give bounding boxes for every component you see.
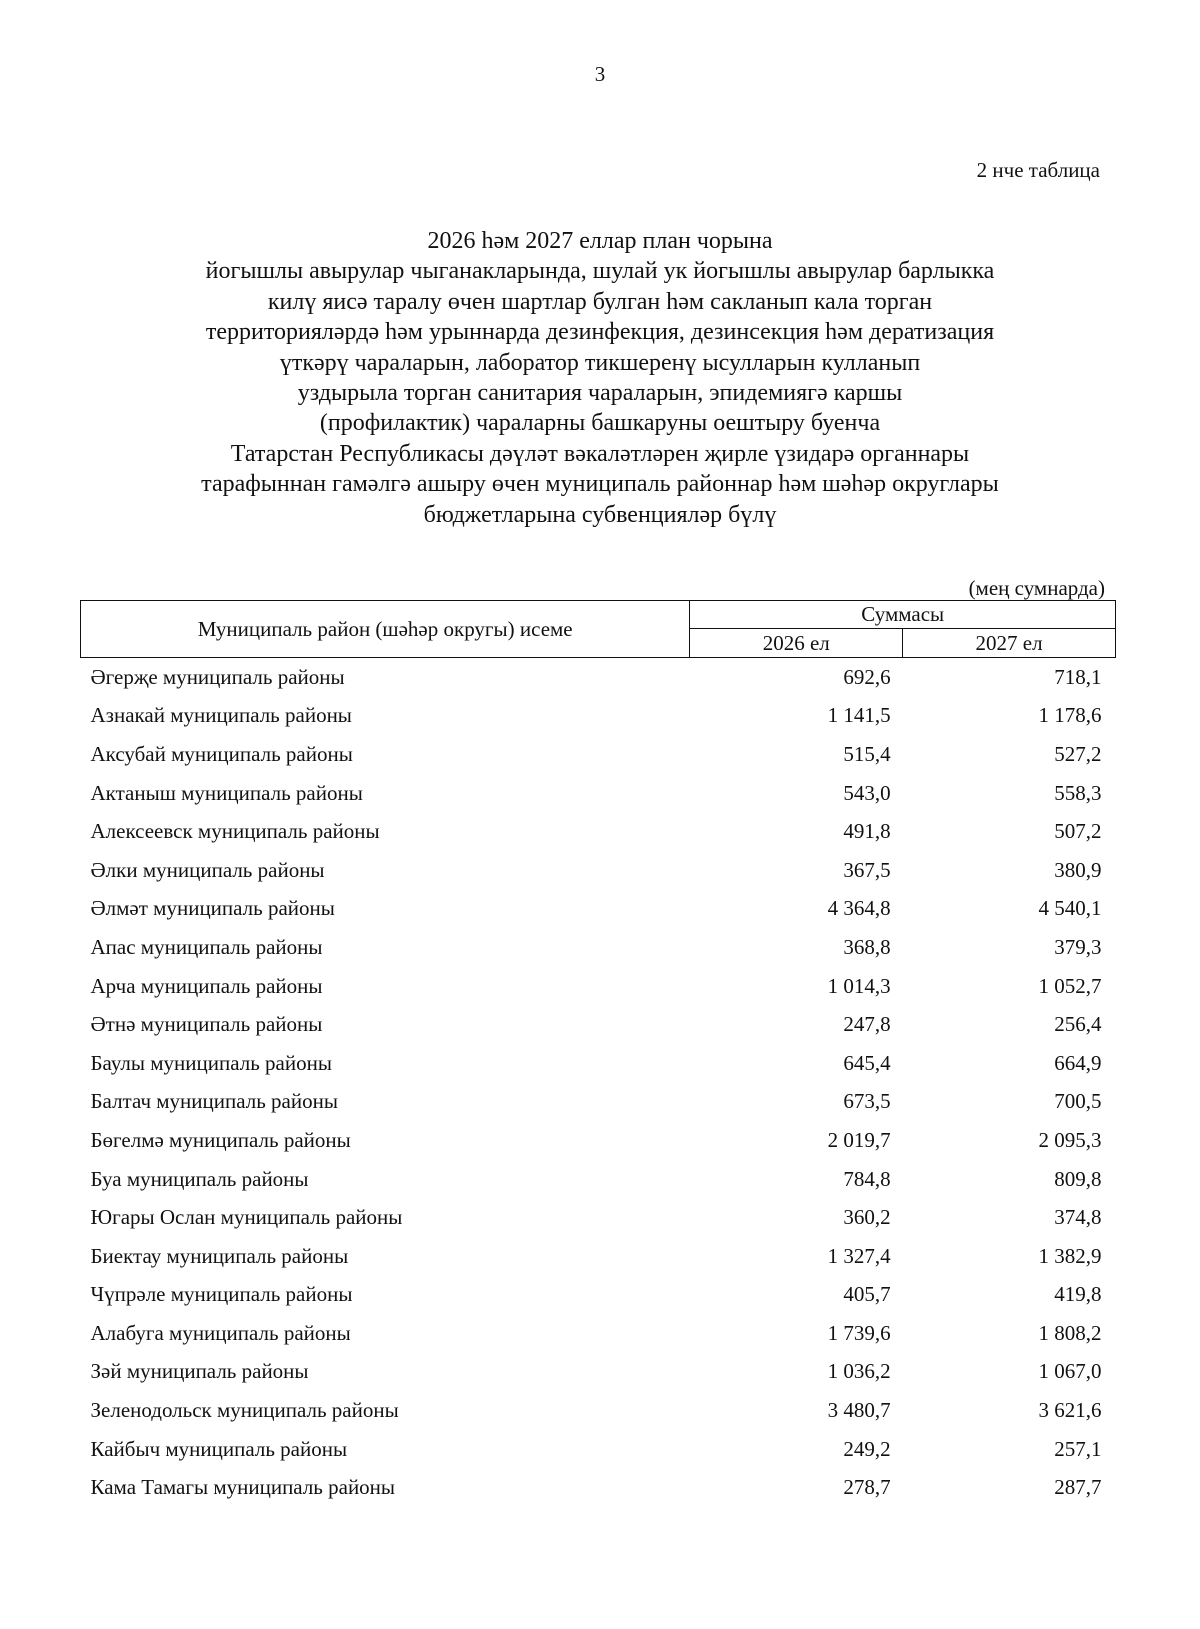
table-row [81, 735, 1116, 774]
title-line: тарафыннан гамәлгә ашыру өчен муниципаль районнар һәм шәһәр округлары [201, 471, 999, 498]
row-value-2026: 247,8 [843, 1012, 891, 1037]
table-row [81, 1468, 1116, 1507]
header-2027: 2027 ел [903, 629, 1116, 658]
row-value-2027: 809,8 [1054, 1166, 1102, 1191]
row-municipality-name: Бөгелмә муниципаль районы [90, 1127, 351, 1152]
row-value-2026: 1 327,4 [827, 1243, 891, 1268]
table-row [81, 1237, 1116, 1276]
table-row [81, 1198, 1116, 1237]
row-value-2027: 287,7 [1054, 1475, 1102, 1500]
row-municipality-name: Чүпрәле муниципаль районы [90, 1282, 353, 1307]
row-value-2026: 367,5 [843, 857, 891, 882]
row-value-2026: 1 036,2 [827, 1359, 891, 1384]
row-municipality-name: Актаныш муниципаль районы [90, 780, 363, 805]
row-municipality-name: Югары Ослан муниципаль районы [90, 1205, 403, 1230]
row-value-2026: 543,0 [843, 780, 891, 805]
table-row [81, 890, 1116, 929]
row-municipality-name: Арча муниципаль районы [90, 973, 323, 998]
table-row [81, 1044, 1116, 1083]
title-line: бюджетларына субвенцияләр бүлү [423, 501, 777, 528]
row-municipality-name: Әгерҗе муниципаль районы [90, 664, 345, 689]
table-header [81, 601, 1116, 658]
row-value-2026: 360,2 [843, 1205, 891, 1230]
table-row [81, 1005, 1116, 1044]
table-row [81, 1121, 1116, 1160]
header-name: Муниципаль район (шәһәр округы) исеме [81, 601, 690, 658]
row-value-2027: 256,4 [1054, 1012, 1102, 1037]
row-value-2026: 278,7 [843, 1475, 891, 1500]
row-value-2027: 1 052,7 [1038, 973, 1102, 998]
table-row [81, 774, 1116, 813]
row-value-2026: 405,7 [843, 1282, 891, 1307]
row-value-2027: 527,2 [1054, 741, 1102, 766]
row-municipality-name: Апас муниципаль районы [90, 934, 323, 959]
row-value-2026: 1 739,6 [827, 1320, 891, 1345]
row-municipality-name: Кайбыч муниципаль районы [90, 1436, 348, 1461]
title-line: уздырыла торган санитария чараларын, эпидемиягә каршы [297, 380, 903, 407]
table-row [81, 1391, 1116, 1430]
row-value-2027: 1 808,2 [1038, 1320, 1102, 1345]
table-row [81, 967, 1116, 1006]
row-municipality-name: Әлки муниципаль районы [90, 857, 325, 882]
page-number: 3 [594, 62, 606, 86]
row-value-2027: 558,3 [1054, 780, 1102, 805]
row-value-2026: 645,4 [843, 1050, 891, 1075]
row-value-2026: 368,8 [843, 934, 891, 959]
table-row [81, 697, 1116, 736]
row-value-2027: 664,9 [1054, 1050, 1102, 1075]
row-value-2027: 379,3 [1054, 934, 1102, 959]
title-line: үткәрү чараларын, лаборатор тикшеренү ысулларын кулланып [279, 349, 921, 376]
title-line: килү яисә таралу өчен шартлар булган һәм сакланып кала торган [267, 288, 933, 315]
row-value-2026: 784,8 [843, 1166, 891, 1191]
row-municipality-name: Биектау муниципаль районы [90, 1243, 349, 1268]
header-sum: Суммасы [690, 601, 1116, 629]
row-value-2027: 374,8 [1054, 1205, 1102, 1230]
row-municipality-name: Зәй муниципаль районы [90, 1359, 309, 1384]
table-row [81, 658, 1116, 697]
table-row [81, 1083, 1116, 1122]
table-row [81, 1430, 1116, 1469]
row-value-2026: 491,8 [843, 819, 891, 844]
row-municipality-name: Зеленодольск муниципаль районы [90, 1398, 399, 1423]
row-value-2026: 1 014,3 [827, 973, 891, 998]
row-value-2027: 2 095,3 [1038, 1127, 1102, 1152]
title-line: территорияләрдә һәм урыннарда дезинфекция, дезинсекция һәм дератизация [205, 319, 995, 346]
row-value-2026: 673,5 [843, 1089, 891, 1114]
row-municipality-name: Алексеевск муниципаль районы [90, 819, 380, 844]
row-value-2027: 1 178,6 [1038, 703, 1102, 728]
row-municipality-name: Әтнә муниципаль районы [90, 1012, 323, 1037]
row-value-2026: 692,6 [843, 664, 891, 689]
row-value-2027: 1 067,0 [1038, 1359, 1102, 1384]
row-value-2027: 257,1 [1054, 1436, 1102, 1461]
table-row [81, 812, 1116, 851]
document-title [80, 226, 1120, 530]
row-municipality-name: Буа муниципаль районы [90, 1166, 309, 1191]
table-body [81, 658, 1116, 1508]
table-row [81, 1160, 1116, 1199]
row-value-2026: 1 141,5 [827, 703, 891, 728]
row-value-2027: 718,1 [1054, 664, 1102, 689]
row-value-2026: 3 480,7 [827, 1398, 891, 1423]
subvention-table [80, 600, 1116, 1507]
table-row [81, 1353, 1116, 1392]
title-line: 2026 һәм 2027 еллар план чорына [427, 228, 773, 254]
title-line: Татарстан Республикасы дәүләт вәкаләтләрен җирле үзидарә органнары [230, 440, 970, 467]
row-value-2027: 380,9 [1054, 857, 1102, 882]
row-value-2026: 4 364,8 [827, 896, 891, 921]
row-value-2027: 4 540,1 [1038, 896, 1102, 921]
row-municipality-name: Баулы муниципаль районы [90, 1050, 332, 1075]
row-value-2026: 249,2 [843, 1436, 891, 1461]
table-row [81, 1314, 1116, 1353]
row-value-2026: 2 019,7 [827, 1127, 891, 1152]
row-value-2027: 700,5 [1054, 1089, 1102, 1114]
row-municipality-name: Кама Тамагы муниципаль районы [90, 1475, 396, 1500]
row-value-2027: 1 382,9 [1038, 1243, 1102, 1268]
header-2026: 2026 ел [690, 629, 903, 658]
table-row [81, 928, 1116, 967]
row-municipality-name: Балтач муниципаль районы [90, 1089, 338, 1114]
title-line: (профилактик) чараларны башкаруны оештыру буенча [319, 410, 881, 437]
row-value-2027: 419,8 [1054, 1282, 1102, 1307]
row-value-2027: 507,2 [1054, 819, 1102, 844]
units-note: (мең сумнарда) [968, 576, 1105, 600]
row-municipality-name: Аксубай муниципаль районы [90, 741, 353, 766]
table-label: 2 нче таблица [976, 158, 1100, 182]
row-municipality-name: Әлмәт муниципаль районы [90, 896, 335, 921]
row-value-2027: 3 621,6 [1038, 1398, 1102, 1423]
row-municipality-name: Алабуга муниципаль районы [90, 1320, 351, 1345]
table-row [81, 1276, 1116, 1315]
row-value-2026: 515,4 [843, 741, 891, 766]
row-municipality-name: Азнакай муниципаль районы [90, 703, 352, 728]
title-line: йогышлы авырулар чыганакларында, шулай ук йогышлы авырулар барлыкка [205, 258, 995, 285]
table-row [81, 851, 1116, 890]
